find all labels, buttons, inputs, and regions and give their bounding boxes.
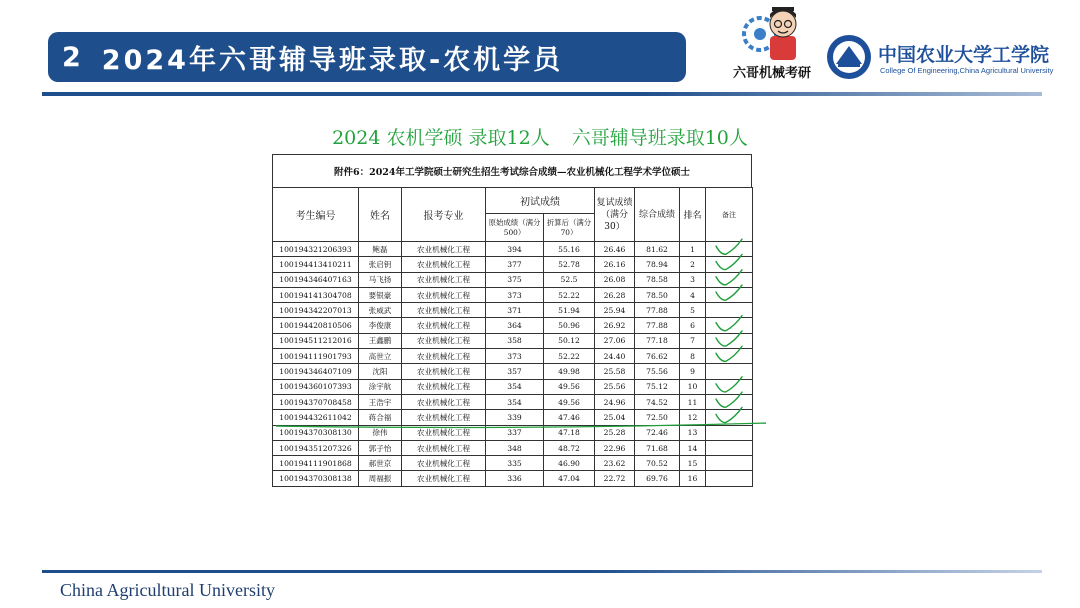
cell-retest: 22.96	[595, 440, 635, 455]
cell-composite: 72.50	[635, 410, 680, 425]
cell-rank: 14	[680, 440, 706, 455]
table-row	[273, 440, 753, 455]
cell-scaled: 52.22	[544, 287, 595, 302]
cell-major: 农业机械化工程	[402, 394, 486, 409]
cell-scaled: 49.56	[544, 394, 595, 409]
cell-retest: 25.58	[595, 364, 635, 379]
cell-name: 郭子怡	[359, 440, 402, 455]
cell-composite: 81.62	[635, 242, 680, 257]
cell-major: 农业机械化工程	[402, 379, 486, 394]
cell-scaled: 47.04	[544, 471, 595, 486]
table-row	[273, 410, 753, 425]
cell-major: 农业机械化工程	[402, 272, 486, 287]
cell-note	[706, 456, 753, 471]
cell-scaled: 50.96	[544, 318, 595, 333]
cell-composite: 72.46	[635, 425, 680, 440]
cell-id: 100194141304708	[273, 287, 359, 302]
cell-note	[706, 242, 753, 257]
cell-id: 100194346407109	[273, 364, 359, 379]
cell-note	[706, 379, 753, 394]
admission-summary-heading	[0, 123, 1080, 150]
cell-raw: 339	[486, 410, 544, 425]
col-header-initial-group: 初试成绩	[486, 188, 595, 214]
cell-major: 农业机械化工程	[402, 333, 486, 348]
cell-raw: 357	[486, 364, 544, 379]
university-english-name: College Of Engineering,China Agricultural University	[880, 66, 1054, 75]
cell-id: 100194370708458	[273, 394, 359, 409]
cell-retest: 26.16	[595, 257, 635, 272]
cell-composite: 78.94	[635, 257, 680, 272]
cell-id: 100194370308138	[273, 471, 359, 486]
cell-rank: 4	[680, 287, 706, 302]
cell-scaled: 46.90	[544, 456, 595, 471]
cell-name: 周福振	[359, 471, 402, 486]
col-header-major: 报考专业	[402, 188, 486, 242]
cell-rank: 9	[680, 364, 706, 379]
cell-name: 王浩宇	[359, 394, 402, 409]
cell-name: 张威武	[359, 303, 402, 318]
cell-raw: 371	[486, 303, 544, 318]
cell-composite: 77.18	[635, 333, 680, 348]
cell-name: 鲍磊	[359, 242, 402, 257]
cell-raw: 373	[486, 287, 544, 302]
cell-id: 100194432611042	[273, 410, 359, 425]
cell-name: 沈阳	[359, 364, 402, 379]
cell-raw: 358	[486, 333, 544, 348]
cell-rank: 15	[680, 456, 706, 471]
col-header-name: 姓名	[359, 188, 402, 242]
cell-id: 100194370308130	[273, 425, 359, 440]
table-row	[273, 272, 753, 287]
cell-scaled: 52.78	[544, 257, 595, 272]
cell-note	[706, 440, 753, 455]
cell-raw: 394	[486, 242, 544, 257]
cell-note	[706, 425, 753, 440]
cell-note	[706, 333, 753, 348]
cell-name: 李俊康	[359, 318, 402, 333]
cell-major: 农业机械化工程	[402, 364, 486, 379]
cell-raw: 354	[486, 379, 544, 394]
cell-composite: 78.50	[635, 287, 680, 302]
cell-note	[706, 349, 753, 364]
cell-raw: 373	[486, 349, 544, 364]
table-row	[273, 425, 753, 440]
score-table-scan	[272, 154, 752, 484]
cell-note	[706, 394, 753, 409]
cell-id: 100194351207326	[273, 440, 359, 455]
cell-retest: 25.94	[595, 303, 635, 318]
table-row	[273, 287, 753, 302]
cell-retest: 24.96	[595, 394, 635, 409]
col-header-scaled: 折算后（满分70）	[544, 214, 595, 242]
cell-retest: 23.62	[595, 456, 635, 471]
cell-rank: 16	[680, 471, 706, 486]
cell-name: 高世立	[359, 349, 402, 364]
col-header-retest: 复试成绩（满分30）	[595, 188, 635, 242]
table-row	[273, 456, 753, 471]
table-row	[273, 394, 753, 409]
col-header-composite: 综合成绩	[635, 188, 680, 242]
table-row	[273, 257, 753, 272]
cell-scaled: 48.72	[544, 440, 595, 455]
mascot-avatar-icon	[740, 2, 810, 62]
cell-id: 100194413410211	[273, 257, 359, 272]
cell-major: 农业机械化工程	[402, 242, 486, 257]
cell-name: 王鑫鹏	[359, 333, 402, 348]
cell-rank: 12	[680, 410, 706, 425]
cell-note	[706, 303, 753, 318]
table-row	[273, 303, 753, 318]
cell-composite: 77.88	[635, 303, 680, 318]
cell-rank: 1	[680, 242, 706, 257]
table-title: 附件6：2024年工学院硕士研究生招生考试综合成绩—农业机械化工程学术学位硕士	[272, 154, 752, 188]
cell-major: 农业机械化工程	[402, 349, 486, 364]
cell-scaled: 49.56	[544, 379, 595, 394]
cell-raw: 354	[486, 394, 544, 409]
cell-major: 农业机械化工程	[402, 257, 486, 272]
cell-note	[706, 318, 753, 333]
cell-rank: 13	[680, 425, 706, 440]
cell-name: 张启钥	[359, 257, 402, 272]
cell-major: 农业机械化工程	[402, 471, 486, 486]
cell-retest: 26.08	[595, 272, 635, 287]
cell-id: 100194420810506	[273, 318, 359, 333]
table-row	[273, 379, 753, 394]
cell-note	[706, 272, 753, 287]
cell-id: 100194360107393	[273, 379, 359, 394]
table-row	[273, 471, 753, 486]
cell-scaled: 47.46	[544, 410, 595, 425]
cell-id: 100194511212016	[273, 333, 359, 348]
cell-scaled: 52.22	[544, 349, 595, 364]
cell-composite: 74.52	[635, 394, 680, 409]
cell-name: 马飞扬	[359, 272, 402, 287]
cell-scaled: 51.94	[544, 303, 595, 318]
table-row	[273, 318, 753, 333]
cell-rank: 3	[680, 272, 706, 287]
cell-retest: 25.28	[595, 425, 635, 440]
cell-retest: 27.06	[595, 333, 635, 348]
cell-rank: 7	[680, 333, 706, 348]
cell-raw: 348	[486, 440, 544, 455]
table-row	[273, 242, 753, 257]
cell-rank: 10	[680, 379, 706, 394]
cell-retest: 25.56	[595, 379, 635, 394]
col-header-id: 考生编号	[273, 188, 359, 242]
cell-name: 要银豪	[359, 287, 402, 302]
cell-name: 徐伟	[359, 425, 402, 440]
cell-name: 涂宇航	[359, 379, 402, 394]
cell-raw: 336	[486, 471, 544, 486]
university-emblem-icon	[826, 34, 872, 80]
cell-retest: 24.40	[595, 349, 635, 364]
cell-rank: 11	[680, 394, 706, 409]
col-header-note: 备注	[706, 188, 753, 242]
slide-title-banner	[48, 32, 686, 82]
cell-retest: 26.46	[595, 242, 635, 257]
cell-composite: 69.76	[635, 471, 680, 486]
cell-note	[706, 471, 753, 486]
cell-composite: 77.88	[635, 318, 680, 333]
cell-raw: 377	[486, 257, 544, 272]
cell-scaled: 49.98	[544, 364, 595, 379]
cell-scaled: 52.5	[544, 272, 595, 287]
cell-scaled: 55.16	[544, 242, 595, 257]
tutoring-admission-count: 六哥辅导班录取10人	[571, 127, 748, 149]
cell-major: 农业机械化工程	[402, 410, 486, 425]
admission-count: 2024 农机学硕 录取12人	[332, 127, 550, 149]
cell-retest: 26.92	[595, 318, 635, 333]
cell-id: 100194111901793	[273, 349, 359, 364]
cell-id: 100194321206393	[273, 242, 359, 257]
cell-raw: 335	[486, 456, 544, 471]
cell-raw: 337	[486, 425, 544, 440]
cell-major: 农业机械化工程	[402, 318, 486, 333]
cell-id: 100194342207013	[273, 303, 359, 318]
cell-note	[706, 257, 753, 272]
cell-rank: 6	[680, 318, 706, 333]
university-name: 中国农业大学工学院	[878, 44, 1050, 66]
table-row	[273, 333, 753, 348]
cell-note	[706, 410, 753, 425]
cell-raw: 364	[486, 318, 544, 333]
cell-major: 农业机械化工程	[402, 425, 486, 440]
score-table	[272, 187, 753, 487]
slide-title: 2024年六哥辅导班录取-农机学员	[101, 44, 564, 76]
cell-composite: 76.62	[635, 349, 680, 364]
cell-retest: 25.04	[595, 410, 635, 425]
cell-name: 郝世京	[359, 456, 402, 471]
cell-major: 农业机械化工程	[402, 303, 486, 318]
slide-number: 2	[62, 41, 84, 73]
footer-university: China Agricultural University	[60, 580, 275, 600]
header-divider	[42, 92, 1042, 96]
cell-rank: 2	[680, 257, 706, 272]
table-row	[273, 364, 753, 379]
cell-composite: 78.58	[635, 272, 680, 287]
cell-raw: 375	[486, 272, 544, 287]
cell-composite: 75.12	[635, 379, 680, 394]
cell-rank: 8	[680, 349, 706, 364]
cell-note	[706, 287, 753, 302]
cell-name: 蒋合福	[359, 410, 402, 425]
cell-major: 农业机械化工程	[402, 287, 486, 302]
cell-id: 100194346407163	[273, 272, 359, 287]
col-header-rank: 排名	[680, 188, 706, 242]
cell-id: 100194111901868	[273, 456, 359, 471]
cell-major: 农业机械化工程	[402, 456, 486, 471]
cell-scaled: 47.18	[544, 425, 595, 440]
cell-composite: 70.52	[635, 456, 680, 471]
col-header-raw: 原始成绩（满分500）	[486, 214, 544, 242]
cell-retest: 22.72	[595, 471, 635, 486]
cell-scaled: 50.12	[544, 333, 595, 348]
cell-composite: 75.56	[635, 364, 680, 379]
cell-retest: 26.28	[595, 287, 635, 302]
mascot-caption: 六哥机械考研	[732, 66, 811, 81]
cell-note	[706, 364, 753, 379]
footer-divider	[42, 570, 1042, 573]
cell-rank: 5	[680, 303, 706, 318]
cell-major: 农业机械化工程	[402, 440, 486, 455]
table-row	[273, 349, 753, 364]
cell-composite: 71.68	[635, 440, 680, 455]
